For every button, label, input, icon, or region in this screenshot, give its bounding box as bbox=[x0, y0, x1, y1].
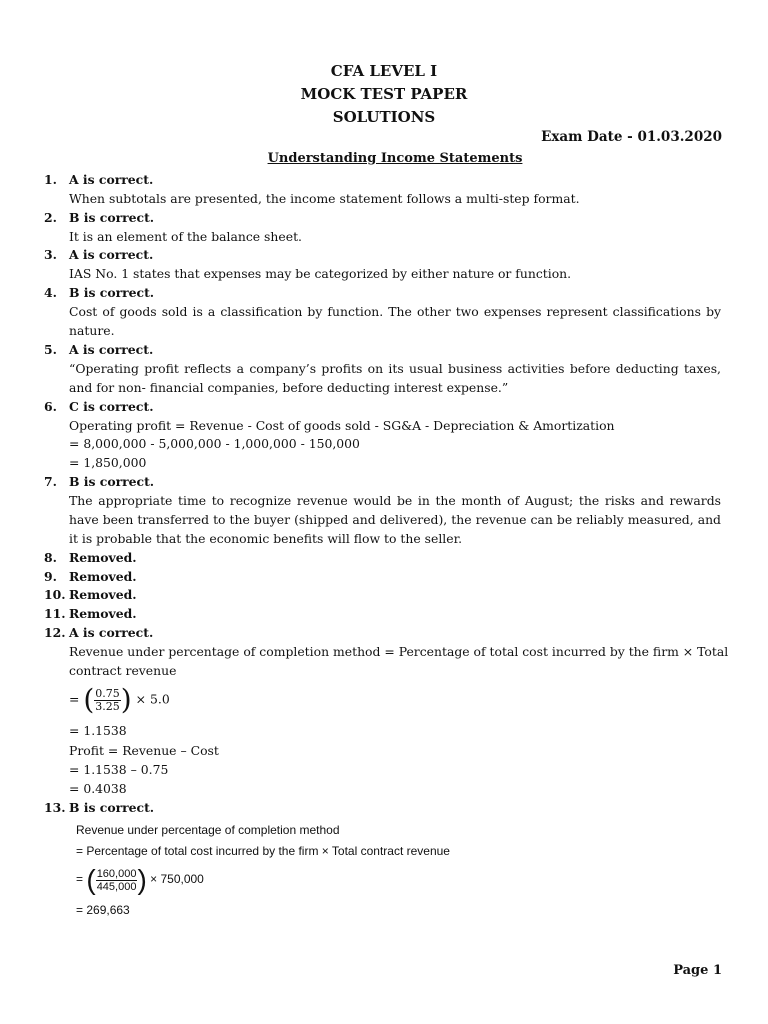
question-number: 11. bbox=[44, 606, 66, 621]
explanation-line: = 8,000,000 - 5,000,000 - 1,000,000 - 150,000 bbox=[69, 436, 360, 451]
question-number: 3. bbox=[44, 247, 57, 262]
equals-sign: = bbox=[76, 872, 84, 887]
answer-label: Removed. bbox=[69, 569, 137, 584]
fraction-numerator: 0.75 bbox=[95, 686, 120, 700]
question-number: 7. bbox=[44, 474, 57, 489]
explanation-line: it is probable that the economic benefits will flow to the seller. bbox=[69, 531, 463, 546]
question-number: 6. bbox=[44, 399, 57, 414]
fraction-denominator: 3.25 bbox=[95, 699, 120, 713]
doc-title-line3: SOLUTIONS bbox=[332, 108, 436, 126]
explanation-line: have been transferred to the buyer (shipped and delivered), the revenue can be reliably measured, and bbox=[69, 512, 721, 527]
answer-label: Removed. bbox=[69, 606, 137, 621]
answer-label: B is correct. bbox=[69, 800, 155, 815]
explanation-line: nature. bbox=[69, 323, 115, 338]
answer-label: A is correct. bbox=[69, 172, 154, 187]
result-line: = 269,663 bbox=[76, 903, 130, 917]
explanation-line: Revenue under percentage of completion method bbox=[76, 823, 340, 837]
explanation-line: Operating profit = Revenue - Cost of goods sold - SG&A - Depreciation & Amortization bbox=[69, 418, 615, 433]
fraction-denominator: 445,000 bbox=[96, 880, 137, 893]
explanation-line: IAS No. 1 states that expenses may be categorized by either nature or function. bbox=[69, 266, 572, 281]
doc-title-line2: MOCK TEST PAPER bbox=[300, 85, 468, 103]
profit-line: = 0.4038 bbox=[69, 781, 127, 796]
left-paren: ( bbox=[86, 864, 96, 895]
explanation-line: Revenue under percentage of completion method = Percentage of total cost incurred by the firm × Total bbox=[69, 644, 729, 659]
answer-label: A is correct. bbox=[69, 342, 154, 357]
profit-line: Profit = Revenue – Cost bbox=[69, 743, 219, 758]
explanation-line: and for non- financial companies, before deducting interest expense.” bbox=[69, 380, 509, 395]
explanation-line: It is an element of the balance sheet. bbox=[69, 229, 302, 244]
explanation-line: When subtotals are presented, the income statement follows a multi-step format. bbox=[69, 191, 580, 206]
result-line: = 1.1538 bbox=[69, 723, 127, 738]
explanation-line: = 1,850,000 bbox=[69, 455, 147, 470]
answer-label: B is correct. bbox=[69, 210, 155, 225]
answer-label: B is correct. bbox=[69, 474, 155, 489]
multiplier: × 750,000 bbox=[150, 872, 204, 887]
profit-line: = 1.1538 – 0.75 bbox=[69, 762, 169, 777]
explanation-line: The appropriate time to recognize revenue would be in the month of August; the risks and rewards bbox=[69, 493, 721, 508]
answer-label: C is correct. bbox=[69, 399, 154, 414]
multiplier: × 5.0 bbox=[135, 691, 170, 707]
question-number: 12. bbox=[44, 625, 66, 640]
fraction-numerator: 160,000 bbox=[96, 867, 137, 880]
question-number: 2. bbox=[44, 210, 57, 225]
question-number: 8. bbox=[44, 550, 57, 565]
fraction-equation bbox=[76, 866, 204, 894]
explanation-line: Cost of goods sold is a classification by function. The other two expenses represent classifications by bbox=[69, 304, 721, 319]
question-number: 1. bbox=[44, 172, 57, 187]
question-number: 4. bbox=[44, 285, 57, 300]
question-number: 9. bbox=[44, 569, 57, 584]
explanation-line: “Operating profit reflects a company’s profits on its usual business activities before deducting taxes, bbox=[69, 361, 721, 376]
question-number: 13. bbox=[44, 800, 66, 815]
exam-date: Exam Date - 01.03.2020 bbox=[541, 129, 722, 145]
explanation-line: = Percentage of total cost incurred by the firm × Total contract revenue bbox=[76, 844, 450, 858]
fraction-equation bbox=[69, 683, 170, 716]
section-title: Understanding Income Statements bbox=[267, 151, 523, 166]
page-number: Page 1 bbox=[673, 963, 722, 978]
left-paren: ( bbox=[83, 683, 95, 716]
answer-label: A is correct. bbox=[69, 625, 154, 640]
question-number: 5. bbox=[44, 342, 57, 357]
fraction bbox=[94, 688, 121, 713]
answer-label: A is correct. bbox=[69, 247, 154, 262]
doc-title-line1: CFA LEVEL I bbox=[330, 62, 438, 80]
right-paren: ) bbox=[137, 864, 147, 895]
right-paren: ) bbox=[120, 683, 132, 716]
question-number: 10. bbox=[44, 587, 66, 602]
answer-label: Removed. bbox=[69, 587, 137, 602]
fraction bbox=[96, 868, 138, 893]
equals-sign: = bbox=[69, 691, 80, 707]
answer-label: B is correct. bbox=[69, 285, 155, 300]
explanation-line: contract revenue bbox=[69, 663, 177, 678]
answer-label: Removed. bbox=[69, 550, 137, 565]
